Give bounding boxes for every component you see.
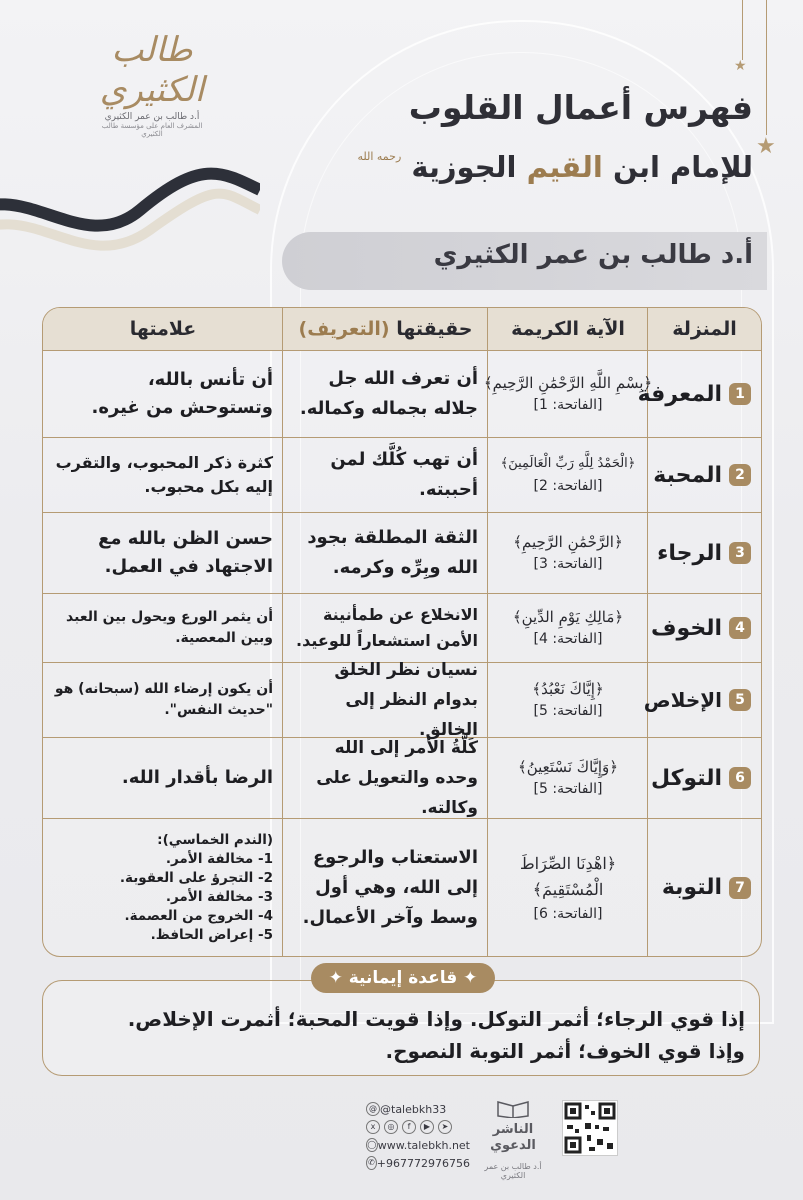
contact-handle[interactable] <box>362 1100 470 1118</box>
table-row <box>43 819 761 956</box>
sign-cell <box>43 438 283 512</box>
table-row <box>43 351 761 438</box>
sign-text: أن يثمر الورع ويحول بين العبد وبين المعصية. <box>66 609 273 646</box>
verse-text: ﴿اهْدِنَا الصِّرَاطَ الْمُسْتَقِيمَ﴾ <box>519 853 617 899</box>
sign-cell <box>43 513 283 593</box>
definition-cell <box>283 594 488 662</box>
row-number-badge: 1 <box>729 383 751 405</box>
definition-text: الثقة المطلقة بجود الله وبِرِّه وكرمه. <box>307 527 478 578</box>
sign-list <box>120 831 273 945</box>
instagram-icon[interactable]: ◎ <box>384 1120 398 1134</box>
sign-text: حسن الظن بالله مع الاجتهاد في العمل. <box>98 528 273 577</box>
contact-info <box>362 1100 470 1172</box>
logo-mark: طالب الكثيري <box>99 30 205 110</box>
subtitle-prefix: للإمام ابن <box>612 150 753 184</box>
sign-cell <box>43 663 283 737</box>
verse-text: ﴿بِسْمِ اللَّهِ الرَّحْمَٰنِ الرَّحِيمِ﴾ <box>483 374 653 392</box>
verse-reference: [الفاتحة: 4] <box>533 631 603 647</box>
station-cell <box>643 663 761 737</box>
verse-text: ﴿الرَّحْمَٰنِ الرَّحِيمِ﴾ <box>513 533 623 551</box>
station-cell <box>648 594 761 662</box>
verse-reference: [الفاتحة: 5] <box>533 781 603 797</box>
definition-cell <box>283 351 488 437</box>
contact-website[interactable] <box>362 1136 470 1154</box>
header-definition-label: حقيقتها <box>396 318 473 340</box>
verse-text: ﴿وَإِيَّاكَ نَسْتَعِينُ﴾ <box>517 758 619 776</box>
definition-text: كَلَّةُ الأمر إلى الله وحده والتعويل على وكالته. <box>316 738 478 818</box>
sign-list-item: 5- إعراض الحافظ. <box>150 926 273 943</box>
definition-cell <box>283 513 488 593</box>
verse-reference: [الفاتحة: 3] <box>533 556 603 572</box>
station-name: الخوف <box>650 615 722 641</box>
sign-text: أن تأنس بالله، وتستوحش من غيره. <box>91 369 273 418</box>
header-ayah: الآية الكريمة <box>511 318 625 340</box>
sign-text: أن يكون إرضاء الله (سبحانه) هو "حديث النفس". <box>54 681 273 718</box>
contact-social-icons <box>362 1118 470 1136</box>
publisher-subtitle: أ.د طالب بن عمر الكثيري <box>484 1162 542 1180</box>
ribbon-decoration <box>0 150 260 270</box>
social-icon: @ <box>366 1102 380 1116</box>
logo-caption: أ.د طالب بن عمر الكثيري <box>104 112 200 122</box>
qr-code[interactable] <box>562 1100 618 1156</box>
website-text: www.talebkh.net <box>377 1138 470 1152</box>
sign-list-item: 4- الخروج من العصمة. <box>124 907 273 924</box>
table-header <box>43 308 761 351</box>
lantern-string <box>742 0 743 60</box>
sign-list-item: 1- مخالفة الأمر. <box>165 850 273 867</box>
station-cell <box>648 513 761 593</box>
globe-icon: ◯ <box>366 1138 378 1152</box>
sign-list-item: (الندم الخماسي): <box>157 831 273 848</box>
station-name: الرجاء <box>657 540 722 566</box>
sign-cell <box>43 351 283 437</box>
verse-text: ﴿إِيَّاكَ نَعْبُدُ﴾ <box>532 680 604 698</box>
verse-text: ﴿الْحَمْدُ لِلَّهِ رَبِّ الْعَالَمِينَ﴾ <box>500 456 636 471</box>
contact-phone[interactable] <box>362 1154 470 1172</box>
definition-cell <box>283 660 488 740</box>
star-icon: ★ <box>734 58 747 74</box>
author-name: أ.د طالب بن عمر الكثيري <box>433 240 753 270</box>
faith-rule-line: وإذا قوي الخوف؛ أثمر التوبة النصوح. <box>385 1039 745 1063</box>
table-row <box>43 513 761 594</box>
header-sign: علامتها <box>129 318 197 340</box>
ayah-cell <box>483 351 653 437</box>
ayah-cell <box>488 819 648 956</box>
row-number-badge: 7 <box>729 877 751 899</box>
row-number-badge: 3 <box>729 542 751 564</box>
faith-rule-text <box>55 1003 745 1067</box>
star-icon: ★ <box>756 134 776 159</box>
header-definition <box>283 308 488 350</box>
verse-reference: [الفاتحة: 1] <box>533 397 603 413</box>
verse-reference: [الفاتحة: 5] <box>533 703 603 719</box>
station-name: المعرفة <box>637 381 722 407</box>
ayah-cell <box>488 663 648 737</box>
whatsapp-icon: ✆ <box>366 1156 377 1170</box>
station-name: التوكل <box>650 765 722 791</box>
station-cell <box>648 438 761 512</box>
sign-list-item: 2- التجرؤ على العقوبة. <box>119 869 273 886</box>
row-number-badge: 5 <box>729 689 751 711</box>
sign-cell <box>43 819 283 956</box>
table-row <box>43 438 761 513</box>
sign-text: كثرة ذكر المحبوب، والتقرب إليه بكل محبوب. <box>55 453 273 496</box>
sign-text: الرضا بأقدار الله. <box>121 767 273 788</box>
verse-reference: [الفاتحة: 2] <box>533 478 603 494</box>
row-number-badge: 6 <box>729 767 751 789</box>
header-definition-note: (التعريف) <box>298 318 390 340</box>
sign-cell <box>43 738 283 818</box>
header-station: المنزلة <box>672 318 737 340</box>
definition-text: أن تهب كُلَّك لمن أحببته. <box>330 449 478 500</box>
row-number-badge: 2 <box>729 464 751 486</box>
page-title: فهرس أعمال القلوب <box>408 88 753 127</box>
row-number-badge: 4 <box>729 617 751 639</box>
subtitle-highlight: القيم <box>526 150 603 184</box>
station-name: الإخلاص <box>643 688 722 712</box>
subtitle-suffix: الجوزية <box>411 150 517 184</box>
page-subtitle <box>233 150 753 184</box>
definition-text: الاستعتاب والرجوع إلى الله، وهي أول وسط وآخر الأعمال. <box>302 846 478 928</box>
station-cell <box>648 819 761 956</box>
phone-text: +967772976756 <box>376 1156 470 1170</box>
faith-rule-label: ✦ قاعدة إيمانية ✦ <box>311 963 495 993</box>
station-name: التوبة <box>661 875 722 900</box>
author-logo <box>92 30 212 138</box>
definition-text: أن تعرف الله جل جلاله بجماله وكماله. <box>299 368 478 419</box>
faith-rule-line: إذا قوي الرجاء؛ أثمر التوكل. وإذا قويت المحبة؛ أثمرت الإخلاص. <box>127 1007 745 1031</box>
sign-list-item: 3- مخالفة الأمر. <box>165 888 273 905</box>
station-cell <box>648 738 761 818</box>
table-row <box>43 594 761 663</box>
station-cell <box>637 351 761 437</box>
ayah-cell <box>488 438 648 512</box>
definition-cell <box>283 438 488 512</box>
ayah-cell <box>488 738 648 818</box>
definition-text: نسيان نظر الخلق بدوام النظر إلى الخالق. <box>334 660 478 740</box>
publisher-logo <box>478 1098 548 1180</box>
definition-cell <box>283 819 488 956</box>
verse-reference: [الفاتحة: 6] <box>533 905 603 922</box>
station-name: المحبة <box>653 462 722 488</box>
telegram-icon[interactable]: ➤ <box>438 1120 452 1134</box>
twitter-icon[interactable]: x <box>366 1120 380 1134</box>
sign-cell <box>43 594 283 662</box>
facebook-icon[interactable]: f <box>402 1120 416 1134</box>
logo-subcaption: المشرف العام على مؤسسة طالب الكثيري <box>101 122 203 138</box>
ayah-cell <box>488 594 648 662</box>
publisher-name: الناشر الدعوي <box>490 1122 536 1153</box>
honorific: رحمه الله <box>357 150 402 163</box>
handle-text: @talebkh33 <box>380 1102 447 1116</box>
definition-cell <box>283 738 488 818</box>
definition-text: الانخلاع عن طمأنينة الأمن استشعاراً للوعيد. <box>296 605 478 650</box>
youtube-icon[interactable]: ▶ <box>420 1120 434 1134</box>
hearts-deeds-table <box>42 307 762 957</box>
ayah-cell <box>488 513 648 593</box>
book-icon <box>496 1098 530 1118</box>
table-row <box>43 660 761 740</box>
lantern-string <box>766 0 767 135</box>
verse-text: ﴿مَالِكِ يَوْمِ الدِّينِ﴾ <box>512 608 624 626</box>
table-row <box>43 738 761 819</box>
